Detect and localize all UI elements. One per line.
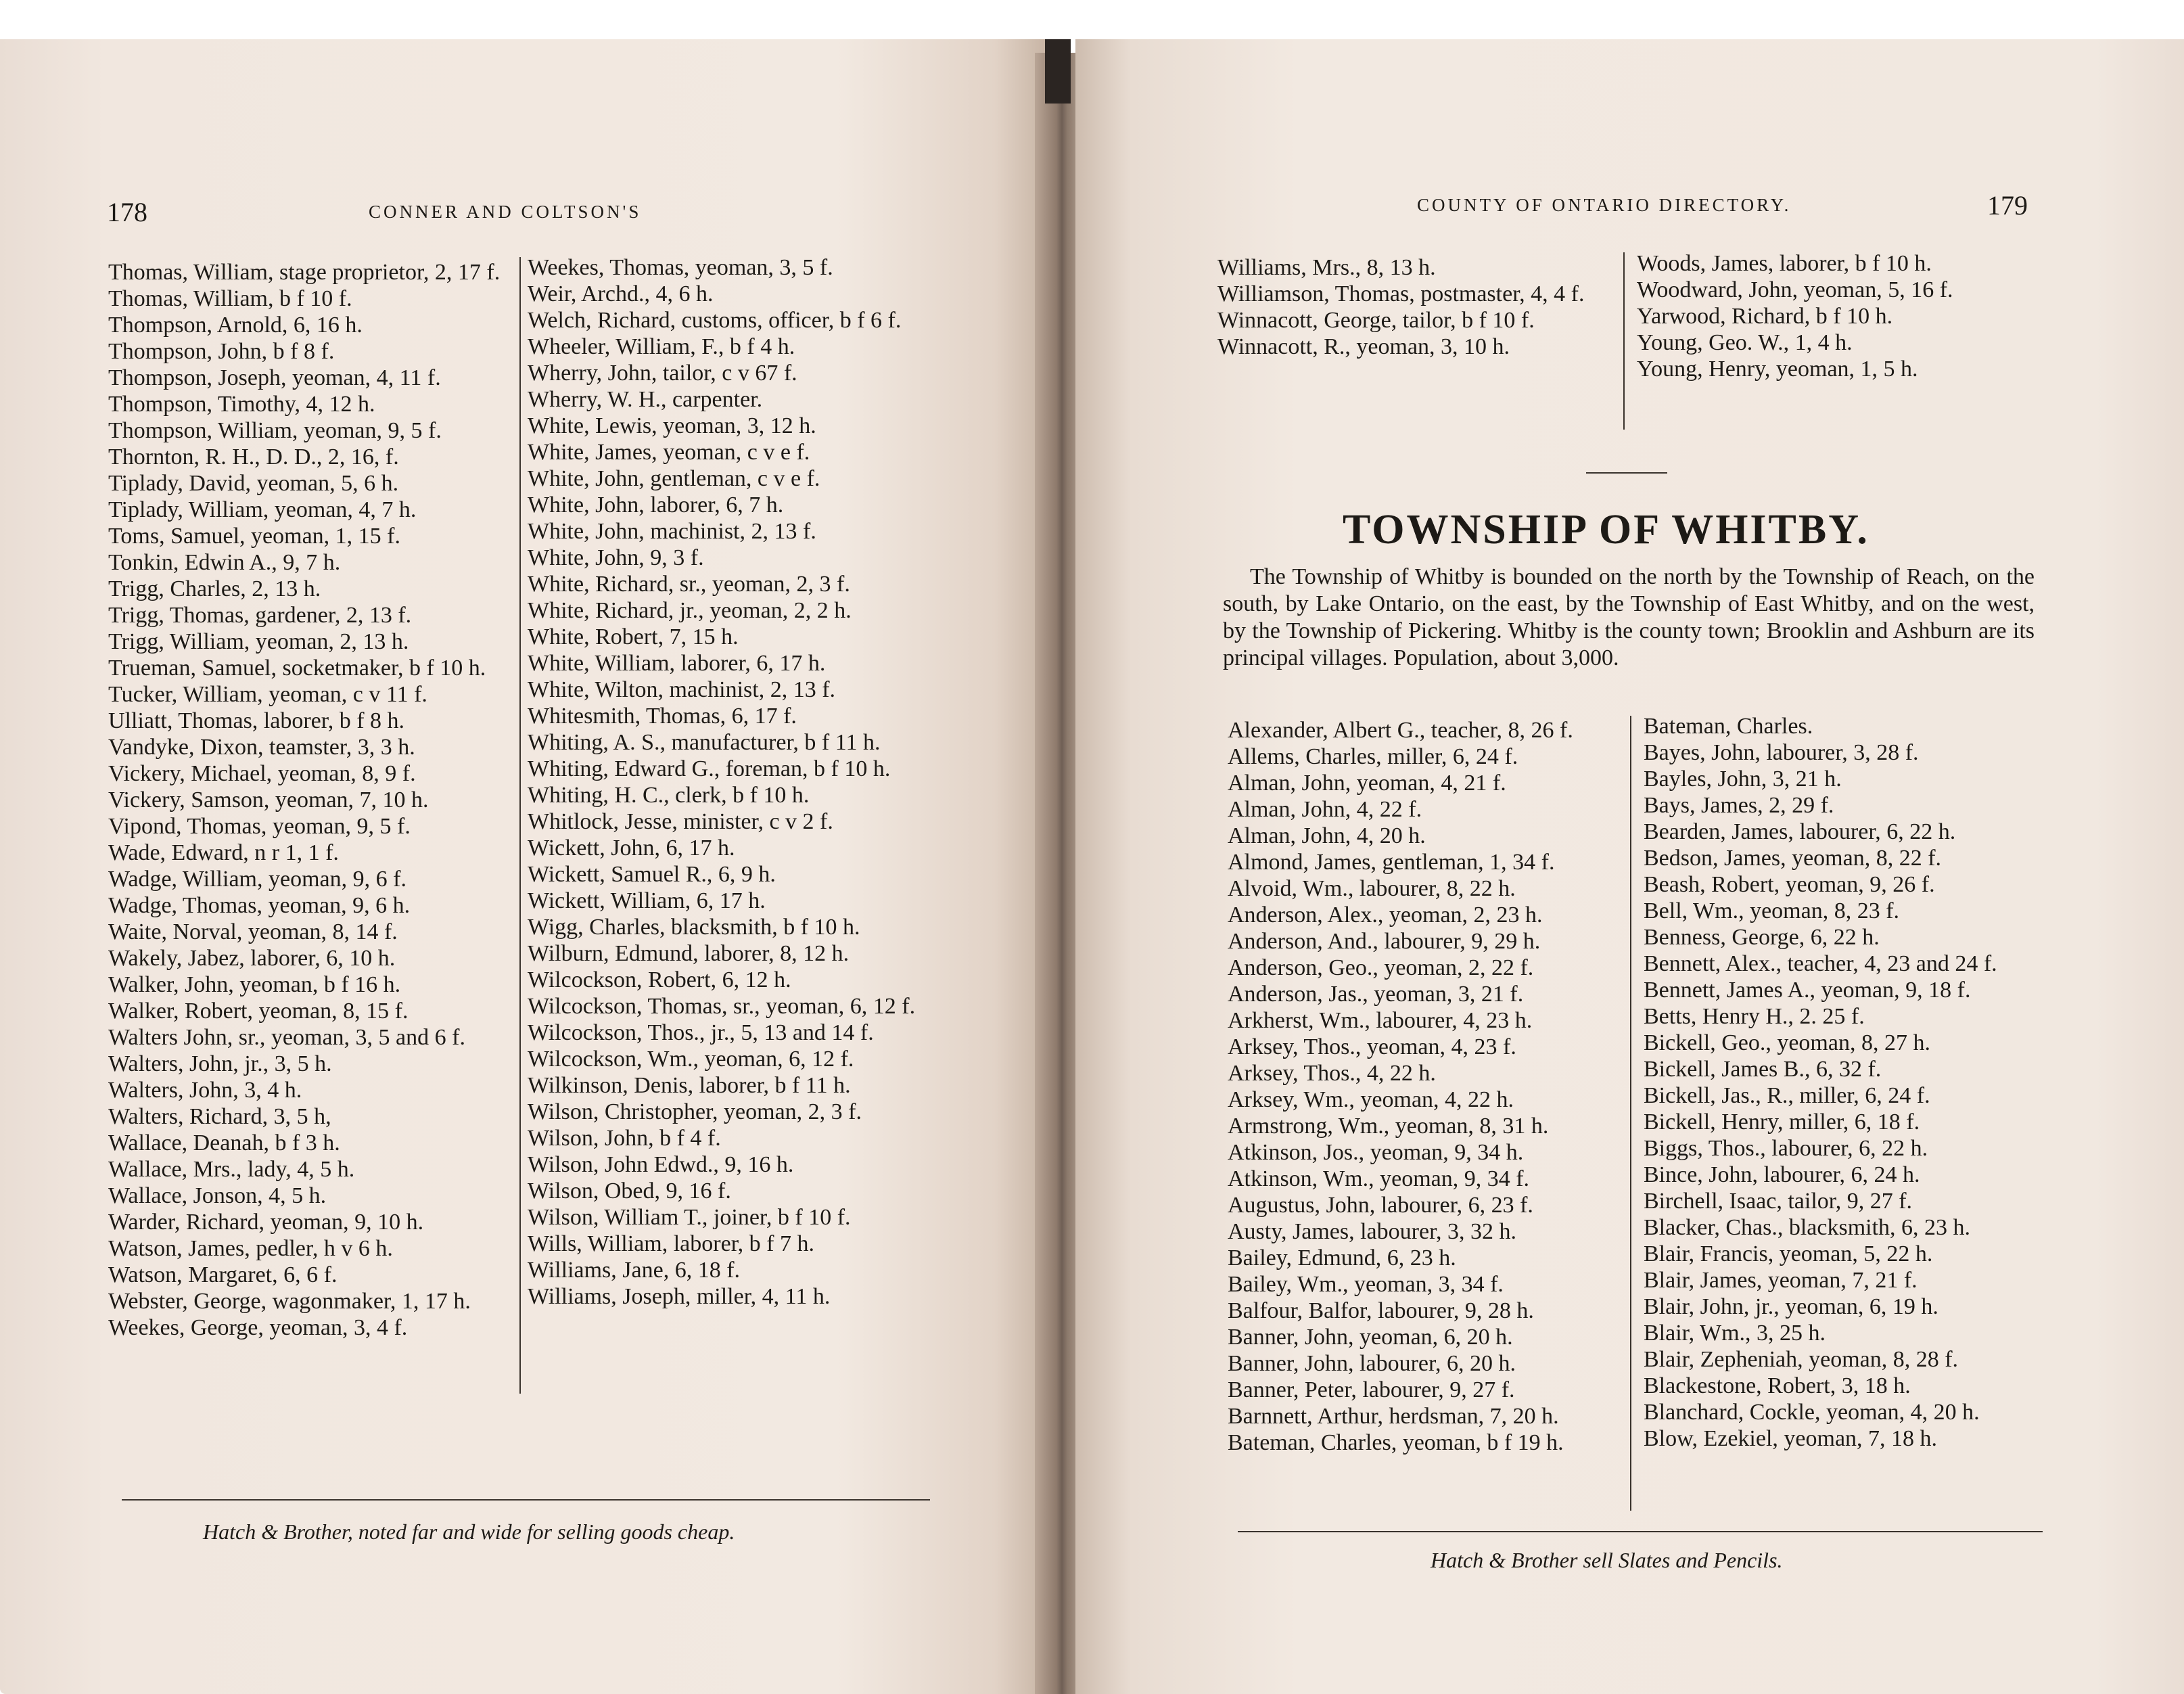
- directory-entry: Atkinson, Wm., yeoman, 9, 34 f.: [1228, 1166, 1530, 1191]
- directory-entry: White, Richard, sr., yeoman, 2, 3 f.: [528, 572, 850, 597]
- directory-entry: Wilcockson, Wm., yeoman, 6, 12 f.: [528, 1047, 854, 1072]
- directory-entry: Whitesmith, Thomas, 6, 17 f.: [528, 704, 797, 729]
- directory-column-left-1: [108, 259, 514, 1341]
- directory-entry: Anderson, Jas., yeoman, 3, 21 f.: [1228, 982, 1524, 1007]
- directory-entry: Bailey, Edmund, 6, 23 h.: [1228, 1245, 1456, 1270]
- running-head-right: COUNTY OF ONTARIO DIRECTORY.: [1417, 195, 1792, 215]
- directory-entry: Tonkin, Edwin A., 9, 7 h.: [108, 550, 341, 575]
- directory-entry: Birchell, Isaac, tailor, 9, 27 f.: [1644, 1189, 1913, 1214]
- directory-entry: Whiting, Edward G., foreman, b f 10 h.: [528, 756, 891, 781]
- directory-entry: Wilson, John Edwd., 9, 16 h.: [528, 1152, 794, 1177]
- directory-entry: Wilkinson, Denis, laborer, b f 11 h.: [528, 1073, 851, 1098]
- directory-column-right-top-2: [1637, 250, 2043, 382]
- footer-advert-left: Hatch & Brother, noted far and wide for selling goods cheap.: [203, 1519, 735, 1544]
- directory-column-left-2: [528, 254, 933, 1310]
- directory-entry: Almond, James, gentleman, 1, 34 f.: [1228, 850, 1555, 875]
- directory-entry: Young, Geo. W., 1, 4 h.: [1637, 330, 1853, 355]
- directory-entry: Beash, Robert, yeoman, 9, 26 f.: [1644, 872, 1935, 897]
- directory-entry: Walker, Robert, yeoman, 8, 15 f.: [108, 999, 409, 1024]
- directory-entry: Trueman, Samuel, socketmaker, b f 10 h.: [108, 656, 486, 681]
- directory-entry: Alvoid, Wm., labourer, 8, 22 h.: [1228, 876, 1516, 901]
- directory-entry: Armstrong, Wm., yeoman, 8, 31 h.: [1228, 1114, 1549, 1139]
- directory-entry: Banner, Peter, labourer, 9, 27 f.: [1228, 1377, 1515, 1402]
- running-head-left: CONNER AND COLTSON'S: [369, 202, 642, 222]
- directory-entry: Bickell, Jas., R., miller, 6, 24 f.: [1644, 1083, 1930, 1108]
- column-divider: [519, 257, 521, 1394]
- directory-entry: Winnacott, R., yeoman, 3, 10 h.: [1217, 334, 1510, 359]
- directory-entry: Wilson, Christopher, yeoman, 2, 3 f.: [528, 1099, 862, 1124]
- directory-entry: Balfour, Balfor, labourer, 9, 28 h.: [1228, 1298, 1534, 1323]
- directory-entry: Thomas, William, stage proprietor, 2, 17 f.: [108, 260, 501, 285]
- directory-entry: Warder, Richard, yeoman, 9, 10 h.: [108, 1210, 424, 1235]
- directory-entry: Benness, George, 6, 22 h.: [1644, 925, 1880, 950]
- directory-entry: Trigg, Thomas, gardener, 2, 13 f.: [108, 603, 412, 628]
- directory-entry: Bayles, John, 3, 21 h.: [1644, 766, 1842, 792]
- directory-entry: Austy, James, labourer, 3, 32 h.: [1228, 1219, 1517, 1244]
- directory-entry: White, William, laborer, 6, 17 h.: [528, 651, 826, 676]
- directory-entry: Walters John, sr., yeoman, 3, 5 and 6 f.: [108, 1025, 465, 1050]
- directory-entry: Bateman, Charles, yeoman, b f 19 h.: [1228, 1430, 1564, 1455]
- directory-entry: Wade, Edward, n r 1, 1 f.: [108, 840, 339, 865]
- directory-entry: Blair, John, jr., yeoman, 6, 19 h.: [1644, 1294, 1938, 1319]
- directory-entry: Anderson, Geo., yeoman, 2, 22 f.: [1228, 955, 1534, 980]
- directory-entry: Augustus, John, labourer, 6, 23 f.: [1228, 1193, 1533, 1218]
- directory-column-right-2: [1644, 713, 2049, 1452]
- directory-entry: Walker, John, yeoman, b f 16 h.: [108, 972, 401, 997]
- directory-entry: Banner, John, labourer, 6, 20 h.: [1228, 1351, 1516, 1376]
- footer-rule: [122, 1499, 930, 1501]
- directory-entry: Tiplady, William, yeoman, 4, 7 h.: [108, 497, 417, 522]
- directory-entry: Wilburn, Edmund, laborer, 8, 12 h.: [528, 941, 850, 966]
- directory-entry: Waite, Norval, yeoman, 8, 14 f.: [108, 919, 398, 944]
- directory-entry: Wadge, Thomas, yeoman, 9, 6 h.: [108, 893, 411, 918]
- directory-entry: Blanchard, Cockle, yeoman, 4, 20 h.: [1644, 1400, 1980, 1425]
- directory-entry: White, Robert, 7, 15 h.: [528, 624, 739, 649]
- directory-entry: Thompson, Joseph, yeoman, 4, 11 f.: [108, 365, 441, 390]
- directory-entry: Whitlock, Jesse, minister, c v 2 f.: [528, 809, 833, 834]
- directory-entry: Toms, Samuel, yeoman, 1, 15 f.: [108, 524, 401, 549]
- directory-entry: Bennett, Alex., teacher, 4, 23 and 24 f.: [1644, 951, 1997, 976]
- directory-entry: Thompson, Arnold, 6, 16 h.: [108, 313, 363, 338]
- directory-entry: Yarwood, Richard, b f 10 h.: [1637, 304, 1893, 329]
- directory-entry: Alman, John, 4, 20 h.: [1228, 823, 1426, 848]
- directory-entry: Bennett, James A., yeoman, 9, 18 f.: [1644, 978, 1971, 1003]
- directory-entry: Welch, Richard, customs, officer, b f 6 f.: [528, 308, 902, 333]
- directory-entry: Woodward, John, yeoman, 5, 16 f.: [1637, 277, 1953, 302]
- directory-entry: Betts, Henry H., 2. 25 f.: [1644, 1004, 1865, 1029]
- directory-entry: Trigg, Charles, 2, 13 h.: [108, 576, 321, 601]
- directory-entry: Blacker, Chas., blacksmith, 6, 23 h.: [1644, 1215, 1971, 1240]
- directory-entry: Blow, Ezekiel, yeoman, 7, 18 h.: [1644, 1426, 1938, 1451]
- directory-entry: Williams, Jane, 6, 18 f.: [528, 1258, 741, 1283]
- left-page: [0, 39, 1047, 1694]
- directory-entry: Wherry, John, tailor, c v 67 f.: [528, 361, 797, 386]
- directory-entry: Bickell, Henry, miller, 6, 18 f.: [1644, 1109, 1920, 1135]
- directory-entry: Alman, John, 4, 22 f.: [1228, 797, 1422, 822]
- directory-entry: Bedson, James, yeoman, 8, 22 f.: [1644, 846, 1942, 871]
- directory-entry: Biggs, Thos., labourer, 6, 22 h.: [1644, 1136, 1928, 1161]
- directory-entry: Bays, James, 2, 29 f.: [1644, 793, 1834, 818]
- section-separator: [1586, 472, 1667, 474]
- directory-entry: Whiting, H. C., clerk, b f 10 h.: [528, 783, 810, 808]
- directory-entry: Vickery, Samson, yeoman, 7, 10 h.: [108, 787, 429, 812]
- directory-entry: Wherry, W. H., carpenter.: [528, 387, 763, 412]
- directory-entry: Wickett, William, 6, 17 h.: [528, 888, 766, 913]
- section-title: TOWNSHIP OF WHITBY.: [1343, 507, 1869, 553]
- directory-entry: Wilson, Obed, 9, 16 f.: [528, 1178, 731, 1204]
- directory-column-right-top-1: [1217, 254, 1610, 360]
- directory-entry: Bince, John, labourer, 6, 24 h.: [1644, 1162, 1920, 1187]
- directory-entry: Tiplady, David, yeoman, 5, 6 h.: [108, 471, 399, 496]
- directory-entry: Wilcockson, Thomas, sr., yeoman, 6, 12 f.: [528, 994, 916, 1019]
- footer-advert-right: Hatch & Brother sell Slates and Pencils.: [1431, 1548, 1783, 1572]
- page-number-right: 179: [1987, 190, 2028, 221]
- directory-entry: Bateman, Charles.: [1644, 714, 1813, 739]
- directory-entry: Wilson, John, b f 4 f.: [528, 1126, 721, 1151]
- directory-entry: Walters, John, 3, 4 h.: [108, 1078, 302, 1103]
- directory-entry: Williams, Joseph, miller, 4, 11 h.: [528, 1284, 831, 1309]
- footer-rule: [1238, 1531, 2043, 1532]
- directory-entry: Webster, George, wagonmaker, 1, 17 h.: [108, 1289, 471, 1314]
- directory-entry: Wickett, John, 6, 17 h.: [528, 835, 735, 861]
- directory-entry: Blackestone, Robert, 3, 18 h.: [1644, 1373, 1911, 1398]
- directory-entry: White, John, machinist, 2, 13 f.: [528, 519, 816, 544]
- directory-entry: Banner, John, yeoman, 6, 20 h.: [1228, 1325, 1513, 1350]
- directory-entry: Walters, Richard, 3, 5 h,: [108, 1104, 331, 1129]
- directory-entry: Anderson, Alex., yeoman, 2, 23 h.: [1228, 902, 1543, 928]
- column-divider: [1630, 716, 1631, 1511]
- directory-entry: Thompson, Timothy, 4, 12 h.: [108, 392, 375, 417]
- directory-entry: Alman, John, yeoman, 4, 21 f.: [1228, 771, 1506, 796]
- column-divider: [1623, 252, 1625, 430]
- directory-entry: Atkinson, Jos., yeoman, 9, 34 h.: [1228, 1140, 1524, 1165]
- directory-entry: Tucker, William, yeoman, c v 11 f.: [108, 682, 427, 707]
- directory-entry: Winnacott, George, tailor, b f 10 f.: [1217, 308, 1535, 333]
- open-book: [0, 39, 2184, 1694]
- directory-column-right-1: [1228, 717, 1620, 1456]
- directory-entry: Bickell, Geo., yeoman, 8, 27 h.: [1644, 1030, 1930, 1055]
- directory-entry: Blair, Francis, yeoman, 5, 22 h.: [1644, 1241, 1933, 1266]
- directory-entry: Wilcockson, Thos., jr., 5, 13 and 14 f.: [528, 1020, 874, 1045]
- directory-entry: Wallace, Jonson, 4, 5 h.: [108, 1183, 327, 1208]
- directory-entry: Young, Henry, yeoman, 1, 5 h.: [1637, 357, 1918, 382]
- directory-entry: Watson, James, pedler, h v 6 h.: [108, 1236, 393, 1261]
- directory-entry: Vipond, Thomas, yeoman, 9, 5 f.: [108, 814, 411, 839]
- directory-entry: Williams, Mrs., 8, 13 h.: [1217, 255, 1436, 280]
- directory-entry: Wigg, Charles, blacksmith, b f 10 h.: [528, 915, 860, 940]
- directory-entry: White, Wilton, machinist, 2, 13 f.: [528, 677, 836, 702]
- directory-entry: White, John, gentleman, c v e f.: [528, 466, 820, 491]
- directory-entry: Blair, Wm., 3, 25 h.: [1644, 1321, 1826, 1346]
- directory-entry: Thompson, William, yeoman, 9, 5 f.: [108, 418, 442, 443]
- directory-entry: Wallace, Mrs., lady, 4, 5 h.: [108, 1157, 355, 1182]
- directory-entry: Bell, Wm., yeoman, 8, 23 f.: [1644, 898, 1900, 923]
- directory-entry: Blair, James, yeoman, 7, 21 f.: [1644, 1268, 1918, 1293]
- directory-entry: Wills, William, laborer, b f 7 h.: [528, 1231, 814, 1256]
- directory-entry: Blair, Zepheniah, yeoman, 8, 28 f.: [1644, 1347, 1959, 1372]
- directory-entry: Thornton, R. H., D. D., 2, 16, f.: [108, 444, 399, 470]
- directory-entry: Ulliatt, Thomas, laborer, b f 8 h.: [108, 708, 405, 733]
- directory-entry: Wilson, William T., joiner, b f 10 f.: [528, 1205, 851, 1230]
- directory-entry: Thomas, William, b f 10 f.: [108, 286, 352, 311]
- directory-entry: Trigg, William, yeoman, 2, 13 h.: [108, 629, 409, 654]
- directory-entry: White, John, laborer, 6, 7 h.: [528, 493, 784, 518]
- directory-entry: Wilcockson, Robert, 6, 12 h.: [528, 967, 791, 992]
- book-spine: [1045, 39, 1071, 104]
- directory-entry: Wakely, Jabez, laborer, 6, 10 h.: [108, 946, 396, 971]
- directory-entry: Weekes, Thomas, yeoman, 3, 5 f.: [528, 255, 833, 280]
- directory-entry: Wadge, William, yeoman, 9, 6 f.: [108, 867, 406, 892]
- directory-entry: White, Lewis, yeoman, 3, 12 h.: [528, 413, 816, 438]
- directory-entry: Alexander, Albert G., teacher, 8, 26 f.: [1228, 718, 1573, 743]
- directory-entry: White, John, 9, 3 f.: [528, 545, 704, 570]
- directory-entry: White, Richard, jr., yeoman, 2, 2 h.: [528, 598, 852, 623]
- directory-entry: Wheeler, William, F., b f 4 h.: [528, 334, 795, 359]
- directory-entry: Vickery, Michael, yeoman, 8, 9 f.: [108, 761, 416, 786]
- directory-entry: Williamson, Thomas, postmaster, 4, 4 f.: [1217, 281, 1585, 306]
- directory-entry: Arksey, Wm., yeoman, 4, 22 h.: [1228, 1087, 1514, 1112]
- directory-entry: Wallace, Deanah, b f 3 h.: [108, 1130, 340, 1155]
- directory-entry: Anderson, And., labourer, 9, 29 h.: [1228, 929, 1541, 954]
- directory-entry: Thompson, John, b f 8 f.: [108, 339, 335, 364]
- directory-entry: Bailey, Wm., yeoman, 3, 34 f.: [1228, 1272, 1504, 1297]
- directory-entry: Woods, James, laborer, b f 10 h.: [1637, 251, 1932, 276]
- directory-entry: White, James, yeoman, c v e f.: [528, 440, 810, 465]
- section-description: The Township of Whitby is bounded on the north by the Township of Reach, on the south, by Lake Ontario, on the east, by the Township of East Whitby, and on the west, by the Township of Pickering. Whitby is the county town; Brooklin and Ashburn are its principal villages. Population, about 3,000.: [1223, 564, 2035, 670]
- directory-entry: Bayes, John, labourer, 3, 28 f.: [1644, 740, 1919, 765]
- directory-entry: Arksey, Thos., 4, 22 h.: [1228, 1061, 1436, 1086]
- directory-entry: Arksey, Thos., yeoman, 4, 23 f.: [1228, 1034, 1516, 1059]
- directory-entry: Allems, Charles, miller, 6, 24 f.: [1228, 744, 1518, 769]
- directory-entry: Whiting, A. S., manufacturer, b f 11 h.: [528, 730, 881, 755]
- directory-entry: Weekes, George, yeoman, 3, 4 f.: [108, 1315, 408, 1340]
- directory-entry: Watson, Margaret, 6, 6 f.: [108, 1262, 338, 1287]
- directory-entry: Vandyke, Dixon, teamster, 3, 3 h.: [108, 735, 415, 760]
- directory-entry: Wickett, Samuel R., 6, 9 h.: [528, 862, 776, 887]
- directory-entry: Arkherst, Wm., labourer, 4, 23 h.: [1228, 1008, 1533, 1033]
- directory-entry: Walters, John, jr., 3, 5 h.: [108, 1051, 332, 1076]
- page-number-left: 178: [107, 197, 147, 227]
- directory-entry: Bickell, James B., 6, 32 f.: [1644, 1057, 1882, 1082]
- directory-entry: Barnnett, Arthur, herdsman, 7, 20 h.: [1228, 1404, 1559, 1429]
- directory-entry: Weir, Archd., 4, 6 h.: [528, 281, 714, 306]
- directory-entry: Bearden, James, labourer, 6, 22 h.: [1644, 819, 1956, 844]
